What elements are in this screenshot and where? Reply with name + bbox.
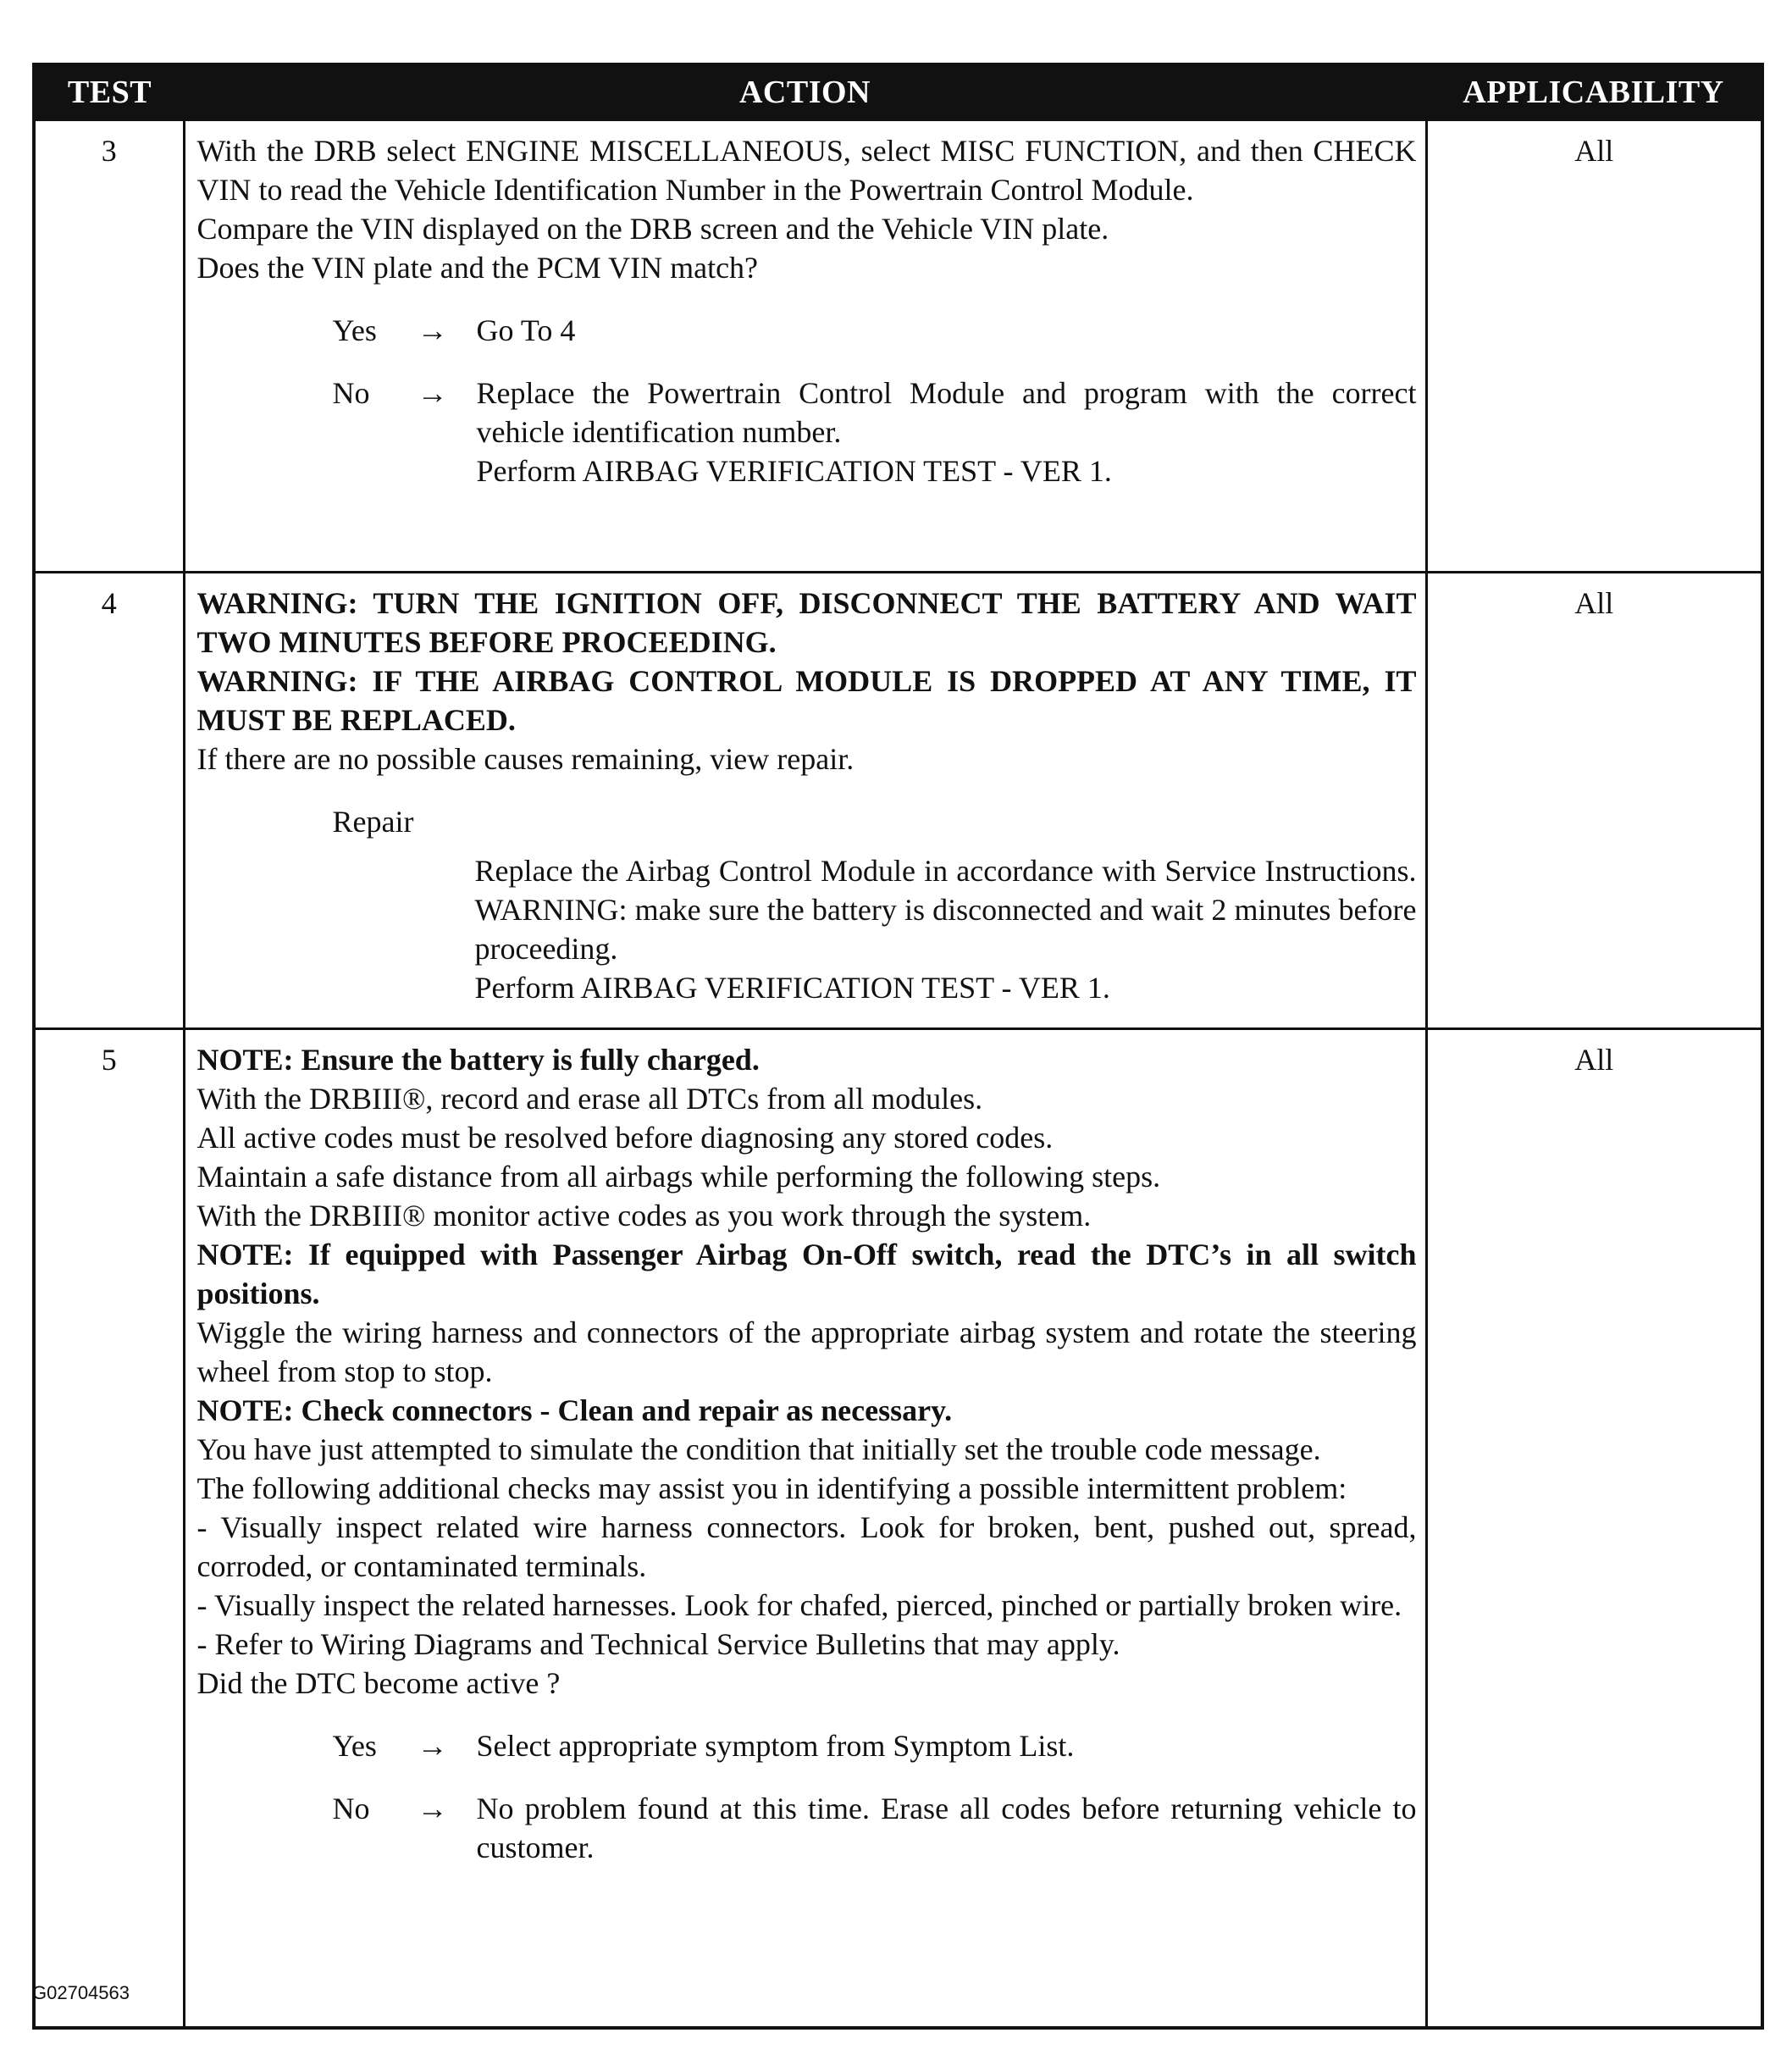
header-applicability: APPLICABILITY bbox=[1426, 64, 1762, 120]
option-result-text: Go To 4 bbox=[476, 313, 576, 347]
option-label: Yes bbox=[332, 1729, 377, 1763]
warning-text: WARNING: TURN THE IGNITION OFF, DISCONNECT THE BATTERY AND WAIT TWO MINUTES BEFORE PROCEEDING. bbox=[196, 586, 1417, 659]
action-text: Did the DTC become active ? bbox=[196, 1666, 561, 1700]
test-number: 4 bbox=[34, 573, 184, 1029]
test-number: 3 bbox=[34, 120, 184, 573]
note-text: NOTE: Check connectors - Clean and repair as necessary. bbox=[196, 1393, 953, 1427]
action-text: With the DRB select ENGINE MISCELLANEOUS, select MISC FUNCTION, and then CHECK VIN to read the Vehicle Identification Number in the Powertrain Control Module. bbox=[196, 134, 1417, 207]
action-text: You have just attempted to simulate the condition that initially set the trouble code message. bbox=[196, 1432, 1321, 1466]
action-text: Does the VIN plate and the PCM VIN match? bbox=[196, 251, 759, 285]
applicability-value: All bbox=[1426, 573, 1762, 1029]
repair-text: Perform AIRBAG VERIFICATION TEST - VER 1. bbox=[474, 971, 1110, 1005]
repair-text: Replace the Airbag Control Module in accordance with Service Instructions. WARNING: make sure the battery is disconnected and wait 2 minutes before proceeding. bbox=[474, 854, 1417, 966]
option-yes bbox=[333, 1726, 1417, 1765]
applicability-value: All bbox=[1426, 120, 1762, 573]
option-result bbox=[477, 374, 1417, 490]
option-label: No bbox=[332, 1792, 370, 1825]
table-row bbox=[34, 120, 1762, 573]
table-row bbox=[34, 1029, 1762, 2029]
note-text: NOTE: If equipped with Passenger Airbag On-Off switch, read the DTC’s in all switch positions. bbox=[196, 1238, 1417, 1310]
action-text: Wiggle the wiring harness and connectors of the appropriate airbag system and rotate the steering wheel from stop to stop. bbox=[196, 1315, 1417, 1388]
action-text: Compare the VIN displayed on the DRB screen and the Vehicle VIN plate. bbox=[196, 212, 1109, 246]
action-text: With the DRBIII® monitor active codes as you work through the system. bbox=[196, 1199, 1092, 1232]
action-text: Maintain a safe distance from all airbags while performing the following steps. bbox=[196, 1160, 1161, 1194]
action-text: With the DRBIII®, record and erase all DTCs from all modules. bbox=[196, 1082, 983, 1116]
action-text: - Visually inspect the related harnesses. Look for chafed, pierced, pinched or partially broken wire. bbox=[196, 1588, 1402, 1622]
warning-text: WARNING: IF THE AIRBAG CONTROL MODULE IS DROPPED AT ANY TIME, IT MUST BE REPLACED. bbox=[196, 664, 1417, 737]
option-result: Select appropriate symptom from Symptom List. bbox=[476, 1729, 1075, 1763]
repair-label: Repair bbox=[332, 805, 414, 839]
arrow-icon: → bbox=[417, 313, 448, 347]
applicability-value: All bbox=[1426, 1029, 1762, 2029]
arrow-icon: → bbox=[417, 376, 448, 410]
option-result: No problem found at this time. Erase all codes before returning vehicle to customer. bbox=[476, 1792, 1417, 1864]
action-cell bbox=[184, 573, 1426, 1029]
action-text: The following additional checks may assist you in identifying a possible intermittent problem: bbox=[196, 1471, 1347, 1505]
action-text: All active codes must be resolved before diagnosing any stored codes. bbox=[196, 1121, 1054, 1155]
table-row bbox=[34, 573, 1762, 1029]
arrow-icon: → bbox=[417, 1792, 448, 1825]
action-cell bbox=[184, 1029, 1426, 2029]
diagnostic-test-table bbox=[32, 63, 1764, 2030]
option-label: No bbox=[332, 376, 370, 410]
option-yes bbox=[333, 311, 1417, 350]
figure-id: G02704563 bbox=[32, 1982, 130, 2003]
header-test: TEST bbox=[34, 64, 184, 120]
action-text: If there are no possible causes remaining, view repair. bbox=[196, 742, 855, 776]
repair-instructions bbox=[475, 851, 1417, 1007]
test-number: 5 bbox=[34, 1029, 184, 2029]
action-text: - Visually inspect related wire harness connectors. Look for broken, bent, pushed out, spread, corroded, or contaminated terminals. bbox=[196, 1510, 1417, 1583]
option-label: Yes bbox=[332, 313, 377, 347]
table-header-row bbox=[34, 64, 1762, 120]
option-result-text: Replace the Powertrain Control Module and program with the correct vehicle identification number. bbox=[476, 376, 1417, 449]
option-no bbox=[333, 374, 1417, 490]
action-cell bbox=[184, 120, 1426, 573]
arrow-icon: → bbox=[417, 1729, 448, 1763]
option-no bbox=[333, 1789, 1417, 1867]
header-action: ACTION bbox=[184, 64, 1426, 120]
option-result bbox=[477, 311, 1417, 350]
option-result-text: Perform AIRBAG VERIFICATION TEST - VER 1. bbox=[476, 454, 1112, 488]
action-text: - Refer to Wiring Diagrams and Technical Service Bulletins that may apply. bbox=[196, 1627, 1120, 1661]
note-text: NOTE: Ensure the battery is fully charged. bbox=[196, 1043, 760, 1077]
